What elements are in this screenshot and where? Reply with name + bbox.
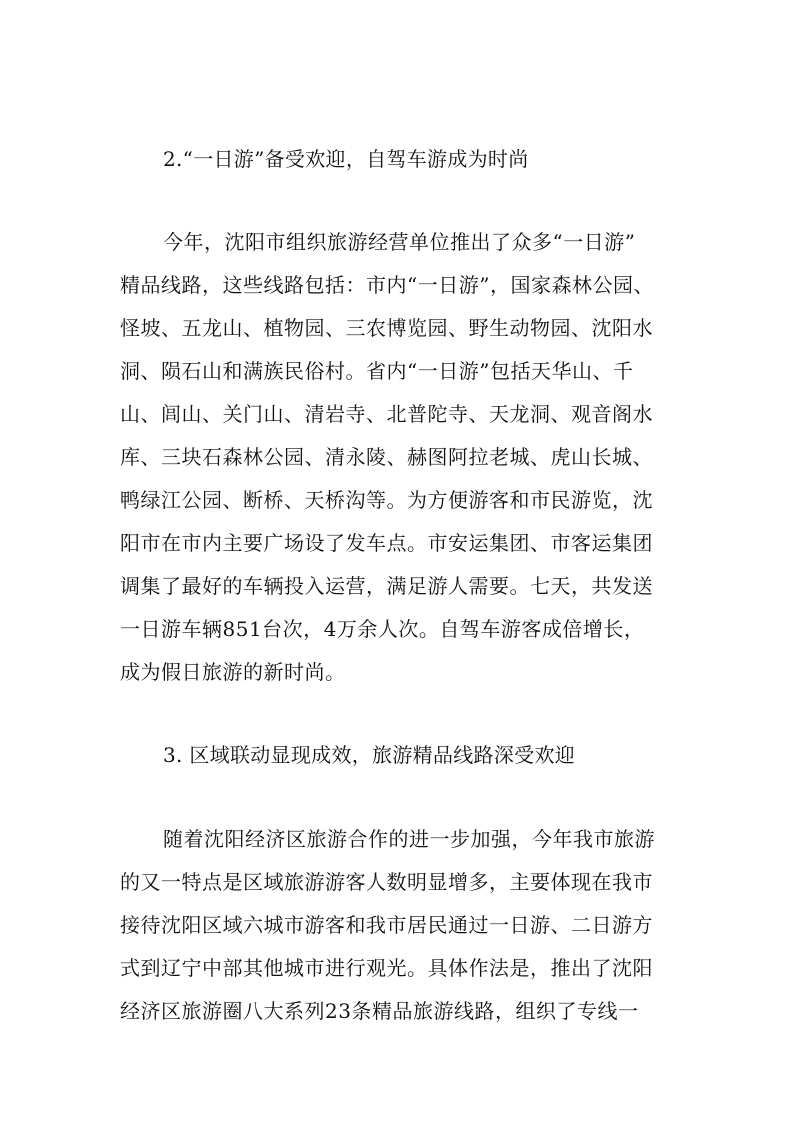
section-3-heading: 3. 区域联动显现成效，旅游精品线路深受欢迎	[163, 743, 576, 767]
section-2-heading: 2.“一日游”备受欢迎，自驾车游成为时尚	[163, 147, 529, 171]
section-2-paragraph-line: 怪坡、五龙山、植物园、三农博览园、野生动物园、沈阳水	[120, 316, 653, 340]
section-3-paragraph-line: 随着沈阳经济区旅游合作的进一步加强，今年我市旅游	[163, 827, 655, 851]
section-3-paragraph-line: 经济区旅游圈八大系列23条精品旅游线路，组织了专线一	[120, 999, 639, 1023]
section-2-paragraph-line: 成为假日旅游的新时尚。	[120, 660, 346, 684]
section-2-paragraph-line: 鸭绿江公园、断桥、天桥沟等。为方便游客和市民游览，沈	[120, 488, 653, 512]
section-2-paragraph-line: 山、闾山、关门山、清岩寺、北普陀寺、天龙洞、观音阁水	[120, 402, 653, 426]
section-3-paragraph-line: 的又一特点是区域旅游游客人数明显增多，主要体现在我市	[120, 870, 653, 894]
section-2-paragraph-line: 阳市在市内主要广场设了发车点。市安运集团、市客运集团	[120, 531, 653, 555]
section-2-paragraph-line: 库、三块石森林公园、清永陵、赫图阿拉老城、虎山长城、	[120, 445, 653, 469]
section-2-paragraph-line: 精品线路，这些线路包括：市内“一日游”，国家森林公园、	[120, 273, 654, 297]
section-2-paragraph-line: 洞、陨石山和满族民俗村。省内“一日游”包括天华山、千	[120, 359, 634, 383]
section-2-paragraph-line: 调集了最好的车辆投入运营，满足游人需要。七天，共发送	[120, 574, 653, 598]
section-3-paragraph-line: 式到辽宁中部其他城市进行观光。具体作法是，推出了沈阳	[120, 956, 653, 980]
section-3-paragraph-line: 接待沈阳区域六城市游客和我市居民通过一日游、二日游方	[120, 913, 653, 937]
section-2-paragraph-line: 今年，沈阳市组织旅游经营单位推出了众多“一日游”	[163, 230, 636, 254]
section-2-paragraph-line: 一日游车辆851台次，4万余人次。自驾车游客成倍增长，	[120, 617, 645, 641]
